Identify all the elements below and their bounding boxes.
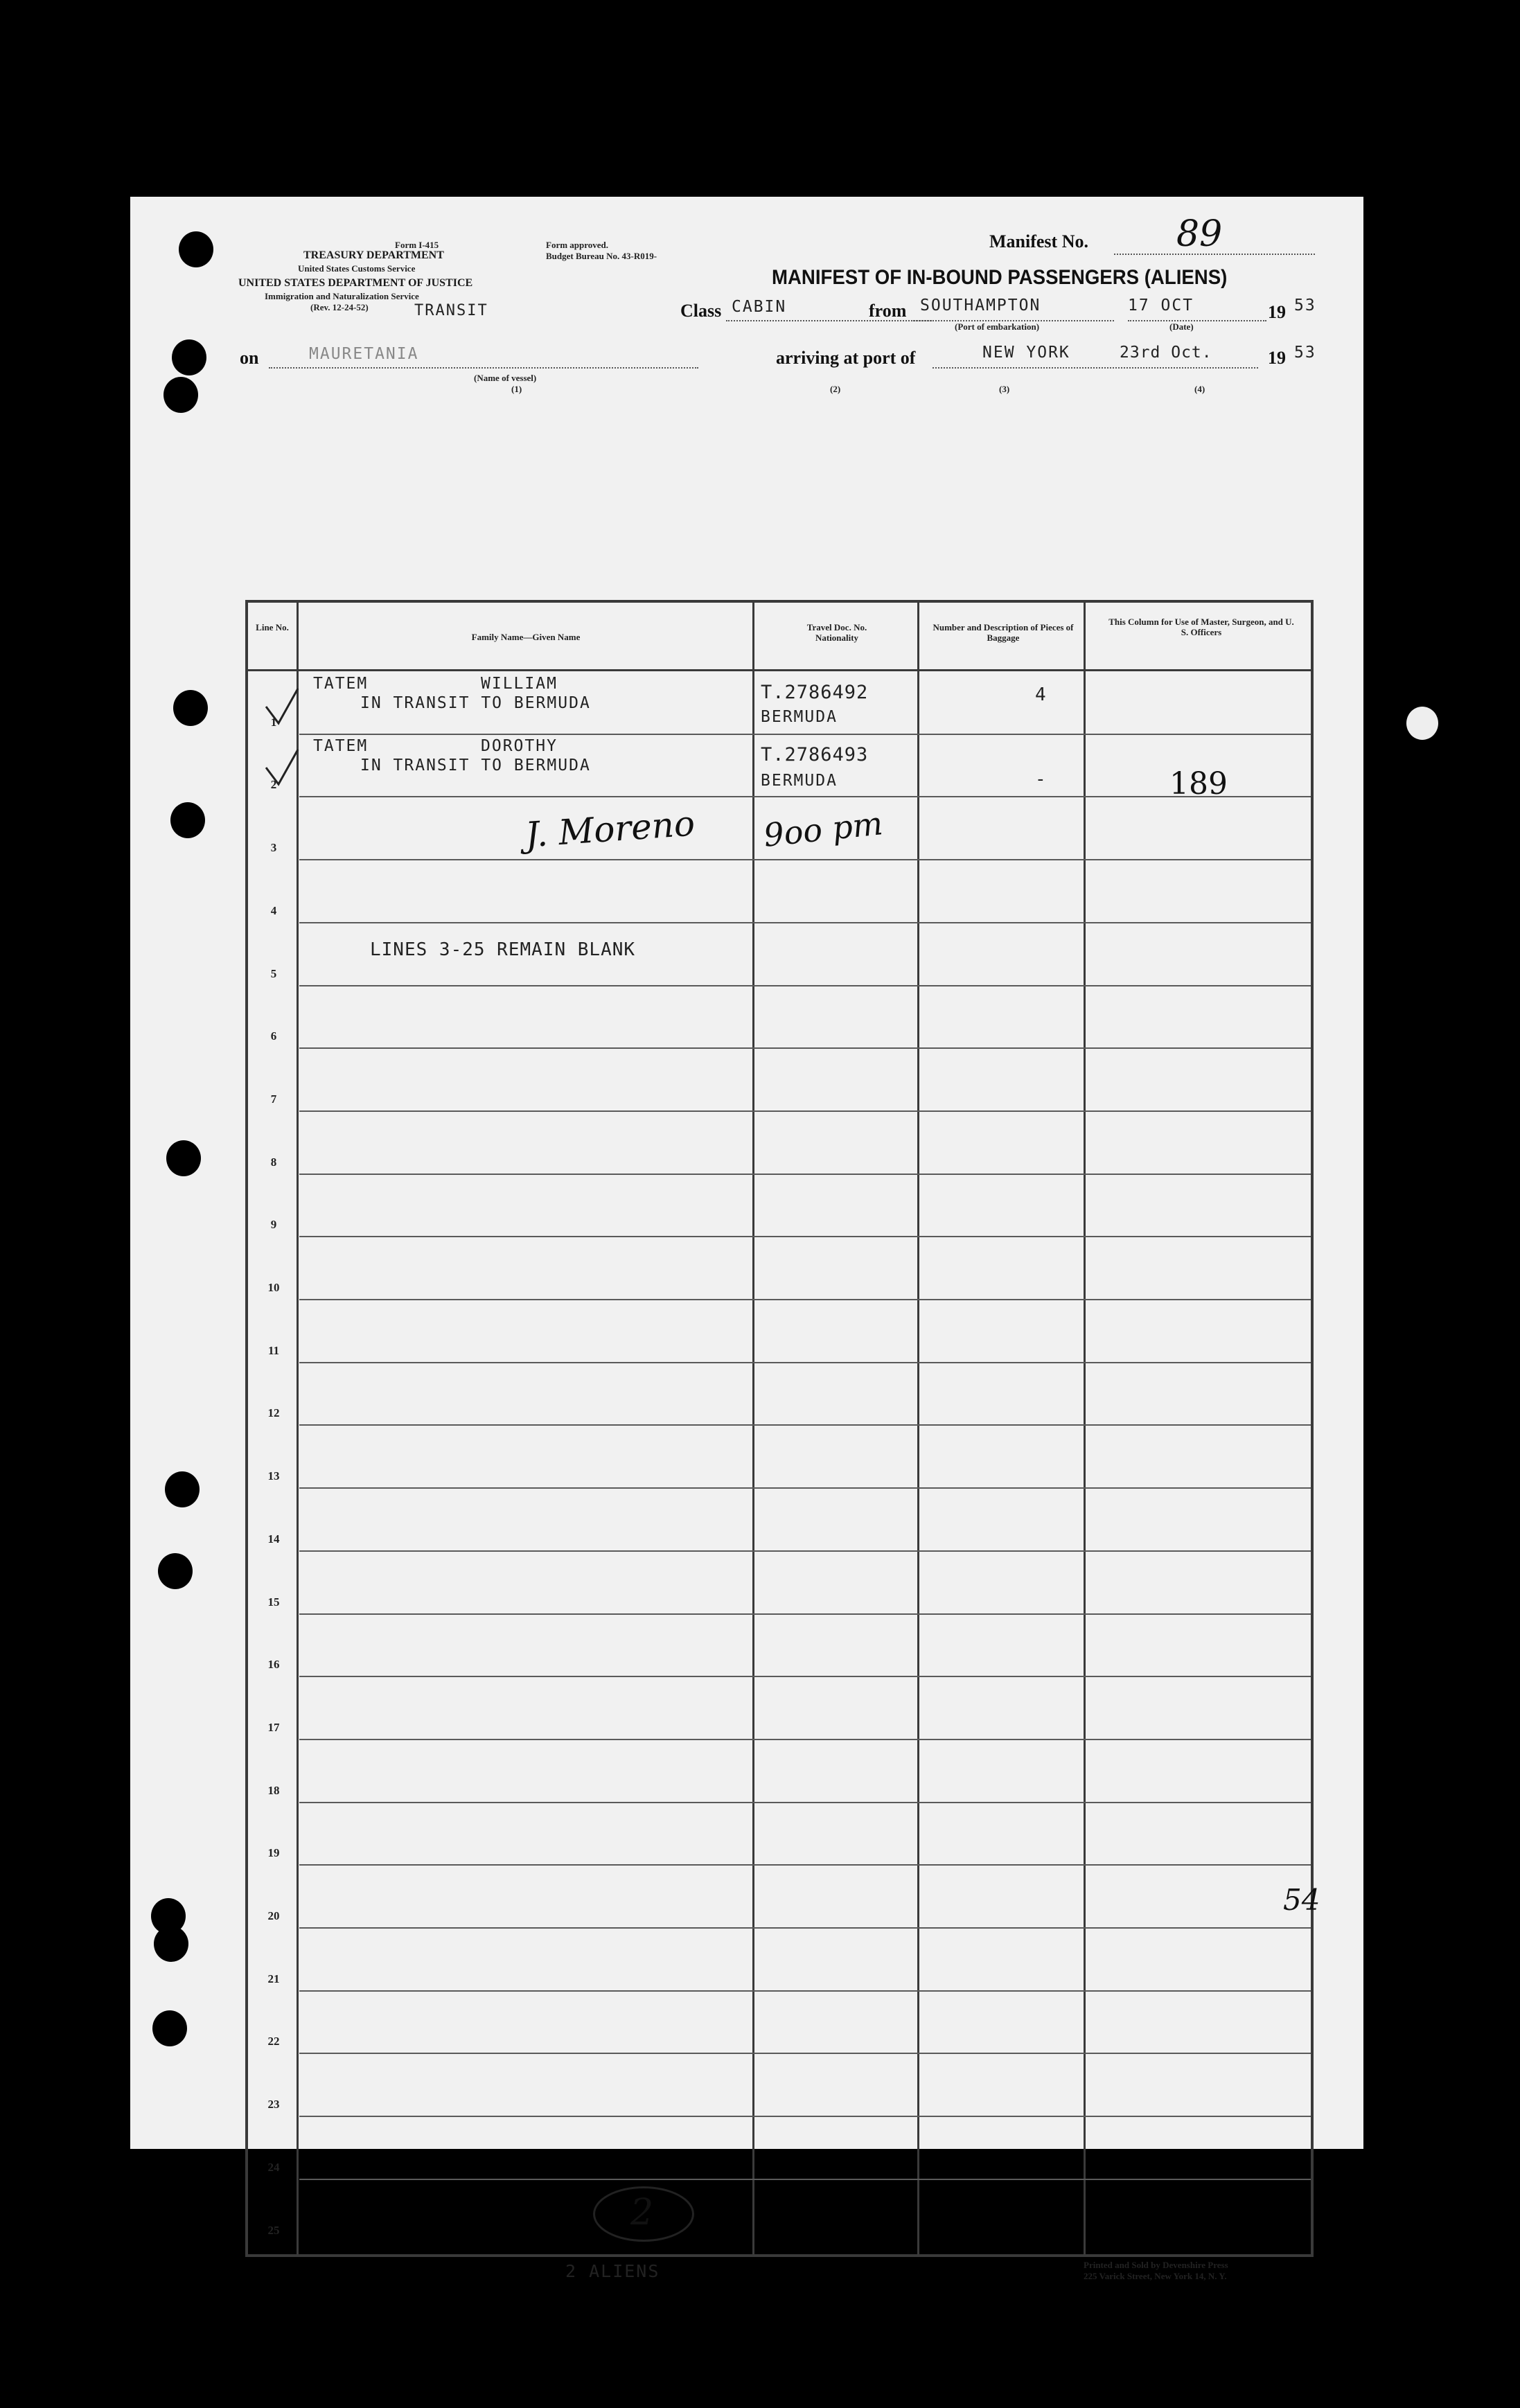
immigration-service: Immigration and Naturalization Service bbox=[265, 291, 419, 301]
row-number: 13 bbox=[267, 1469, 280, 1483]
punch-hole bbox=[166, 1140, 201, 1176]
row-number: 2 bbox=[270, 778, 277, 792]
row-number: 17 bbox=[267, 1720, 280, 1734]
form-revision: (Rev. 12-24-52) bbox=[310, 302, 369, 312]
header-baggage: Number and Description of Pieces of Baggage bbox=[933, 622, 1074, 643]
punch-hole bbox=[152, 2010, 187, 2046]
punch-hole bbox=[173, 690, 208, 726]
row-rule bbox=[299, 1864, 1311, 1866]
entry-2-note: IN TRANSIT TO BERMUDA bbox=[360, 756, 591, 774]
form-approved: Form approved. bbox=[546, 240, 609, 250]
year-prefix: 19 bbox=[1268, 302, 1286, 322]
year-suffix: 53 bbox=[1294, 296, 1316, 315]
col-divider bbox=[1084, 603, 1086, 2254]
row-rule bbox=[299, 1927, 1311, 1929]
arrival-port: NEW YORK bbox=[982, 344, 1070, 362]
row-number: 16 bbox=[267, 1658, 280, 1672]
arrival-year-prefix: 19 bbox=[1268, 348, 1286, 368]
arriving-label: arriving at port of bbox=[776, 348, 916, 368]
printer-line-1: Printed and Sold by Devenshire Press bbox=[1084, 2260, 1228, 2270]
row-rule bbox=[299, 1174, 1311, 1175]
row-number: 7 bbox=[270, 1092, 277, 1106]
row-number: 12 bbox=[267, 1406, 280, 1420]
arrival-date: 23rd Oct. bbox=[1120, 344, 1212, 362]
row-rule bbox=[299, 1990, 1311, 1992]
row-rule bbox=[299, 1362, 1311, 1363]
passenger-table bbox=[245, 600, 1314, 2257]
col2-caption: (2) bbox=[830, 384, 841, 394]
class-value: CABIN bbox=[732, 298, 787, 316]
punch-hole bbox=[170, 802, 205, 838]
row-rule bbox=[299, 1299, 1311, 1300]
col1-caption: (1) bbox=[511, 384, 522, 394]
row-number: 25 bbox=[267, 2223, 280, 2237]
entry-2-family: TATEM bbox=[313, 737, 369, 755]
manifest-page bbox=[130, 197, 1363, 2281]
signature-time: 9oo pm bbox=[761, 804, 885, 854]
punch-hole bbox=[165, 1471, 200, 1507]
entry-1-doc: T.2786492 bbox=[761, 682, 869, 703]
row-number: 10 bbox=[267, 1281, 280, 1294]
punch-hole bbox=[172, 339, 206, 375]
from-label: from bbox=[869, 301, 907, 321]
punch-hole bbox=[154, 1926, 188, 1962]
row-number: 3 bbox=[270, 841, 277, 855]
col4-caption: (4) bbox=[1194, 384, 1205, 394]
departure-date: 17 OCT bbox=[1128, 296, 1194, 315]
row-rule bbox=[299, 1236, 1311, 1237]
form-number: Form I-415 bbox=[395, 240, 439, 250]
aliens-total: 2 ALIENS bbox=[565, 2261, 660, 2281]
vessel-line bbox=[269, 367, 698, 369]
punch-hole bbox=[158, 1553, 193, 1589]
header-name: Family Name—Given Name bbox=[471, 632, 581, 642]
mount-hole bbox=[1406, 707, 1438, 740]
row-rule bbox=[299, 2116, 1311, 2117]
from-value: SOUTHAMPTON bbox=[920, 296, 1041, 315]
row-rule bbox=[299, 859, 1311, 860]
punch-hole bbox=[164, 377, 198, 413]
row-rule bbox=[299, 1739, 1311, 1740]
entry-1-note: IN TRANSIT TO BERMUDA bbox=[360, 694, 591, 712]
row-rule bbox=[299, 1047, 1311, 1049]
row-number: 21 bbox=[267, 1972, 280, 1985]
check-mark-icon bbox=[263, 686, 305, 727]
row-number: 4 bbox=[270, 903, 277, 917]
vessel-caption: (Name of vessel) bbox=[474, 373, 537, 383]
entry-2-baggage: - bbox=[1035, 769, 1048, 790]
date-line bbox=[1128, 320, 1266, 321]
row-rule bbox=[299, 1676, 1311, 1677]
date-caption: (Date) bbox=[1169, 321, 1194, 332]
entry-2-nationality: BERMUDA bbox=[761, 772, 838, 790]
row-rule bbox=[299, 1613, 1311, 1615]
row-number: 22 bbox=[267, 2035, 280, 2048]
row-rule bbox=[299, 1487, 1311, 1489]
col-divider bbox=[917, 603, 919, 2254]
row-number: 9 bbox=[270, 1218, 277, 1232]
row-number: 5 bbox=[270, 966, 277, 980]
row-rule bbox=[299, 985, 1311, 986]
treasury-department: TREASURY DEPARTMENT bbox=[303, 249, 444, 261]
port-line bbox=[933, 367, 1258, 369]
row-rule bbox=[299, 796, 1311, 797]
printer-line-2: 225 Varick Street, New York 14, N. Y. bbox=[1084, 2271, 1227, 2281]
department-of-justice: UNITED STATES DEPARTMENT OF JUSTICE bbox=[238, 277, 473, 289]
on-label: on bbox=[240, 348, 259, 368]
row-number: 8 bbox=[270, 1155, 277, 1169]
manifest-no-value: 89 bbox=[1176, 213, 1223, 255]
row-rule bbox=[299, 1550, 1311, 1552]
vessel-value: MAURETANIA bbox=[309, 345, 419, 363]
entry-1-baggage: 4 bbox=[1035, 684, 1048, 705]
signature: J. Moreno bbox=[524, 803, 696, 856]
class-label: Class bbox=[680, 301, 722, 321]
entry-2-officer-number: 189 bbox=[1169, 766, 1228, 802]
manifest-title: MANIFEST OF IN-BOUND PASSENGERS (ALIENS) bbox=[772, 266, 1228, 289]
check-mark-icon bbox=[263, 747, 305, 788]
entry-1-family: TATEM bbox=[313, 675, 369, 693]
header-divider bbox=[248, 669, 1311, 671]
row-number: 24 bbox=[267, 2160, 280, 2174]
entry-2-given: DOROTHY bbox=[481, 737, 558, 755]
header-officers: This Column for Use of Master, Surgeon, and U. S. Officers bbox=[1108, 617, 1294, 637]
row-number: 1 bbox=[270, 715, 277, 729]
blank-lines-note: LINES 3-25 REMAIN BLANK bbox=[370, 939, 636, 960]
row-number: 15 bbox=[267, 1595, 280, 1609]
row-number: 6 bbox=[270, 1029, 277, 1043]
port-caption: (Port of embarkation) bbox=[955, 321, 1040, 332]
customs-service: United States Customs Service bbox=[298, 263, 416, 274]
entry-2-doc: T.2786493 bbox=[761, 744, 869, 765]
row-rule bbox=[299, 734, 1311, 735]
row-rule bbox=[299, 2179, 1311, 2180]
row-rule bbox=[299, 1424, 1311, 1426]
transit-stamp: TRANSIT bbox=[414, 302, 488, 319]
row-rule bbox=[299, 1802, 1311, 1803]
row-number: 19 bbox=[267, 1846, 280, 1860]
punch-hole bbox=[179, 231, 213, 267]
margin-note: 54 bbox=[1283, 1883, 1320, 1917]
entry-1-nationality: BERMUDA bbox=[761, 708, 838, 726]
row-rule bbox=[299, 922, 1311, 923]
circled-count-value: 2 bbox=[630, 2192, 654, 2233]
row-number: 18 bbox=[267, 1783, 280, 1797]
col-divider bbox=[752, 603, 754, 2254]
header-travel-doc: Travel Doc. No. Nationality bbox=[806, 622, 867, 643]
manifest-no-label: Manifest No. bbox=[989, 231, 1088, 251]
row-number: 14 bbox=[267, 1532, 280, 1546]
entry-1-given: WILLIAM bbox=[481, 675, 558, 693]
budget-bureau: Budget Bureau No. 43-R019- bbox=[546, 251, 657, 261]
header-line-no: Line No. bbox=[256, 622, 289, 632]
arrival-year-suffix: 53 bbox=[1294, 344, 1316, 362]
row-number: 23 bbox=[267, 2098, 280, 2112]
row-number: 20 bbox=[267, 1909, 280, 1922]
row-number: 11 bbox=[267, 1343, 280, 1357]
row-rule bbox=[299, 2053, 1311, 2054]
row-rule bbox=[299, 1110, 1311, 1112]
col3-caption: (3) bbox=[999, 384, 1010, 394]
